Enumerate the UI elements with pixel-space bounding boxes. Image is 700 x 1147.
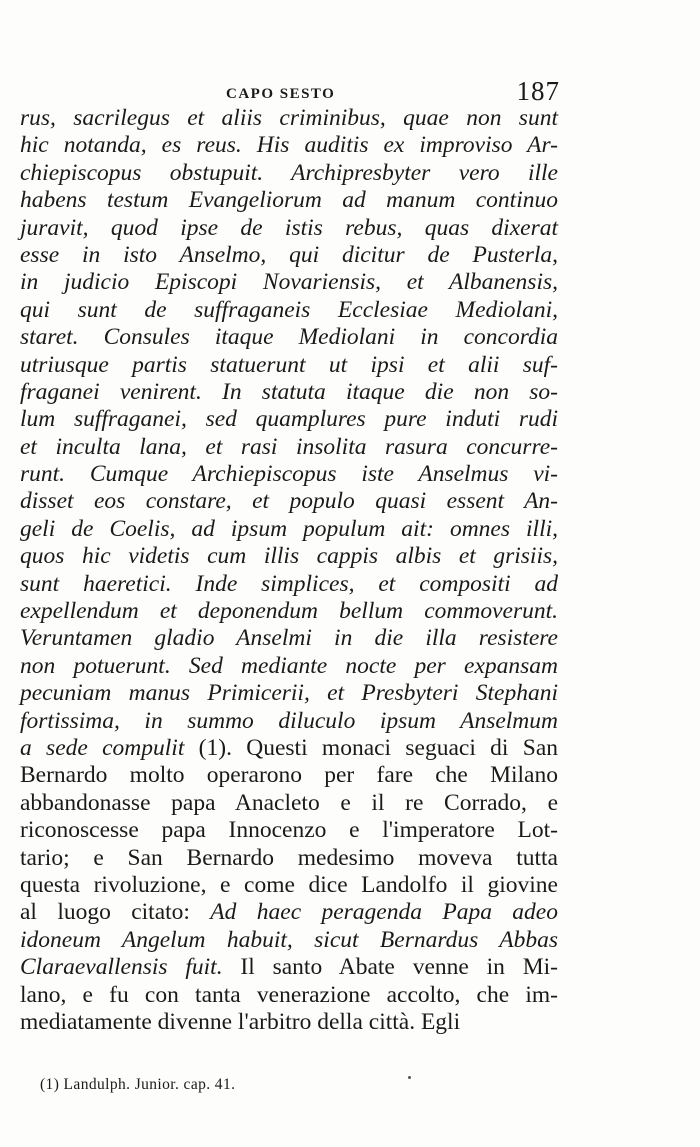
text-line bbox=[20, 625, 558, 652]
text-line bbox=[20, 516, 558, 543]
latin-quote-segment: et inculta lana, et rasi insolita rasura concurre- bbox=[20, 433, 558, 460]
latin-quote-segment: Ad haec peragenda Papa adeo bbox=[210, 899, 558, 926]
latin-quote-segment: sunt haeretici. Inde simplices, et compositi ad bbox=[20, 570, 558, 597]
text-line bbox=[20, 598, 558, 625]
latin-quote-segment: disset eos constare, et populo quasi essent An- bbox=[20, 488, 558, 515]
latin-quote-segment: qui sunt de suffraganeis Ecclesiae Mediolani, bbox=[20, 296, 558, 323]
italian-text-segment: Bernardo molto operarono per fare che Milano bbox=[20, 762, 558, 789]
text-line bbox=[20, 543, 558, 570]
body-text bbox=[20, 105, 558, 1036]
latin-quote-segment: utriusque partis statuerunt ut ipsi et alii suf- bbox=[20, 351, 558, 378]
text-line bbox=[20, 899, 558, 926]
latin-quote-segment: expellendum et deponendum bellum commoverunt. bbox=[20, 598, 558, 625]
latin-quote-segment: fraganei venirent. In statuta itaque die non so- bbox=[20, 378, 558, 405]
latin-quote-segment: non potuerunt. Sed mediante nocte per expansam bbox=[20, 652, 558, 679]
italian-text-segment: (1). Questi monaci seguaci di San bbox=[184, 734, 558, 761]
italian-text-segment: Il santo Abate venne in Mi- bbox=[222, 954, 559, 981]
text-line bbox=[20, 653, 558, 680]
latin-quote-segment: lum suffraganei, sed quamplures pure induti rudi bbox=[20, 406, 558, 433]
text-line bbox=[20, 790, 558, 817]
latin-quote-segment: habens testum Evangeliorum ad manum continuo bbox=[20, 187, 558, 214]
text-line bbox=[20, 160, 558, 187]
latin-quote-segment: pecuniam manus Primicerii, et Presbyteri Stephani bbox=[20, 680, 558, 707]
latin-quote-segment: quos hic videtis cum illis cappis albis et grisiis, bbox=[20, 543, 558, 570]
italian-text-segment: riconoscesse papa Innocenzo e l'imperatore Lot- bbox=[20, 817, 558, 844]
latin-quote-segment: hic notanda, es reus. His auditis ex improviso Ar- bbox=[20, 132, 558, 159]
text-line bbox=[20, 105, 558, 132]
text-line bbox=[20, 406, 558, 433]
italian-text-segment: lano, e fu con tanta venerazione accolto, che im- bbox=[20, 981, 558, 1008]
text-line bbox=[20, 872, 558, 899]
text-line bbox=[20, 927, 558, 954]
text-line bbox=[20, 708, 558, 735]
italian-text-segment: abbandonasse papa Anacleto e il re Corrado, e bbox=[20, 789, 558, 816]
text-line bbox=[20, 379, 558, 406]
italian-text-segment: mediatamente divenne l'arbitro della città. Egli bbox=[20, 1008, 461, 1035]
italian-text-segment: tario; e San Bernardo medesimo moveva tutta bbox=[20, 844, 558, 871]
text-line bbox=[20, 215, 558, 242]
print-speck bbox=[408, 1076, 411, 1079]
text-line bbox=[20, 269, 558, 296]
latin-quote-segment: esse in isto Anselmo, qui dicitur de Pusterla, bbox=[20, 241, 558, 268]
italian-text-segment: questa rivoluzione, e come dice Landolfo il giovine bbox=[20, 871, 558, 898]
latin-quote-segment: staret. Consules itaque Mediolani in concordia bbox=[20, 324, 558, 351]
latin-quote-segment: in judicio Episcopi Novariensis, et Albanensis, bbox=[20, 269, 558, 296]
text-line bbox=[20, 571, 558, 598]
text-line bbox=[20, 1009, 558, 1036]
text-line bbox=[20, 762, 558, 789]
text-line bbox=[20, 954, 558, 981]
latin-quote-segment: fortissima, in summo diluculo ipsum Anselmum bbox=[20, 707, 558, 734]
text-line bbox=[20, 488, 558, 515]
footnote: (1) Landulph. Junior. cap. 41. bbox=[40, 1076, 236, 1093]
latin-quote-segment: geli de Coelis, ad ipsum populum ait: omnes illi, bbox=[20, 515, 558, 542]
latin-quote-segment: rus, sacrilegus et aliis criminibus, quae non sunt bbox=[20, 105, 558, 131]
text-line bbox=[20, 680, 558, 707]
running-title: CAPO SESTO bbox=[226, 86, 336, 102]
text-line bbox=[20, 817, 558, 844]
text-line bbox=[20, 297, 558, 324]
text-line bbox=[20, 187, 558, 214]
text-line bbox=[20, 735, 558, 762]
text-line bbox=[20, 461, 558, 488]
latin-quote-segment: runt. Cumque Archiepiscopus iste Anselmus vi- bbox=[20, 461, 558, 488]
latin-quote-segment: a sede compulit bbox=[20, 734, 185, 761]
text-line bbox=[20, 982, 558, 1009]
latin-quote-segment: chiepiscopus obstupuit. Archipresbyter vero ille bbox=[20, 159, 558, 186]
latin-quote-segment: idoneum Angelum habuit, sicut Bernardus Abbas bbox=[20, 926, 558, 953]
latin-quote-segment: Claraevallensis fuit. bbox=[20, 954, 223, 981]
text-line bbox=[20, 324, 558, 351]
text-line bbox=[20, 845, 558, 872]
latin-quote-segment: juravit, quod ipse de istis rebus, quas dixerat bbox=[20, 214, 558, 241]
page-number: 187 bbox=[516, 76, 560, 106]
latin-quote-segment: Veruntamen gladio Anselmi in die illa resistere bbox=[20, 625, 558, 652]
text-line bbox=[20, 352, 558, 379]
page-header bbox=[200, 76, 560, 106]
text-line bbox=[20, 434, 558, 461]
text-line bbox=[20, 242, 558, 269]
italian-text-segment: al luogo citato: bbox=[20, 899, 211, 926]
text-line bbox=[20, 132, 558, 159]
